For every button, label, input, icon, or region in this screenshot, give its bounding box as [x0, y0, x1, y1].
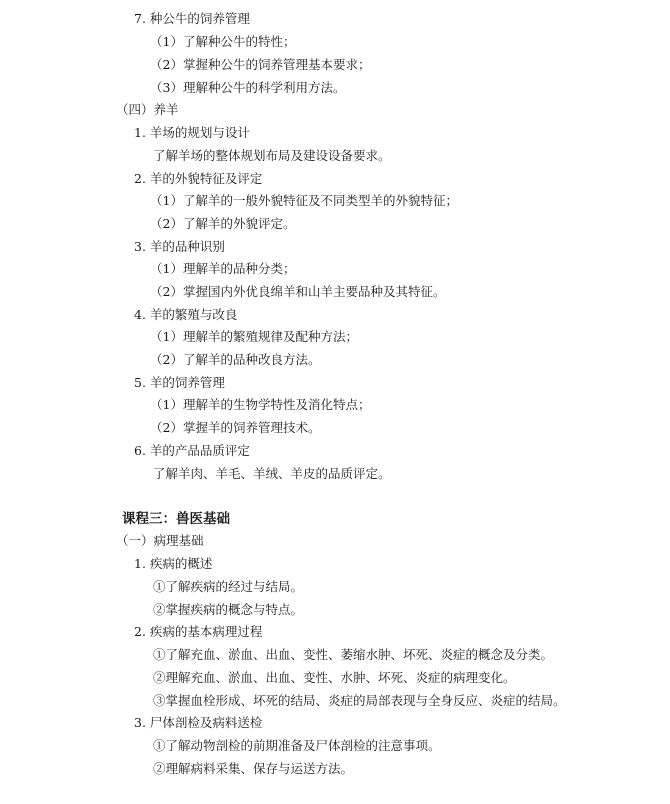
section-heading: 5. 羊的饲养管理 [134, 375, 225, 390]
section-heading: 4. 羊的繁殖与改良 [134, 307, 238, 322]
section-heading: 1. 疾病的概述 [134, 556, 213, 571]
list-item: （2）掌握国内外优良绵羊和山羊主要品种及其特征。 [150, 284, 446, 299]
list-item: ①了解疾病的经过与结局。 [153, 579, 304, 594]
list-item: （3）理解种公牛的科学利用方法。 [150, 80, 346, 95]
list-item: （2）掌握种公牛的饲养管理基本要求； [150, 57, 371, 72]
list-item: （1）理解羊的生物学特性及消化特点； [150, 397, 371, 412]
paragraph: 了解羊场的整体规划布局及建设设备要求。 [153, 148, 391, 163]
part-heading: （一）病理基础 [116, 533, 204, 548]
list-item: （2）掌握羊的饲养管理技术。 [150, 420, 321, 435]
section-heading: 2. 疾病的基本病理过程 [134, 624, 263, 639]
part-heading: （四）养羊 [116, 102, 179, 117]
section-heading: 6. 羊的产品品质评定 [134, 443, 250, 458]
list-item: （2）了解羊的外貌评定。 [150, 216, 296, 231]
list-item: ②理解病料采集、保存与运送方法。 [153, 761, 354, 776]
list-item: ①了解动物剖检的前期准备及尸体剖检的注意事项。 [153, 738, 441, 753]
section-heading: 2. 羊的外貌特征及评定 [134, 171, 263, 186]
section-heading: 3. 尸体剖检及病料送检 [134, 715, 263, 730]
list-item: ②理解充血、淤血、出血、变性、水肿、坏死、炎症的病理变化。 [153, 670, 516, 685]
list-item: （2）了解羊的品种改良方法。 [150, 352, 321, 367]
list-item: ①了解充血、淤血、出血、变性、萎缩水肿、坏死、炎症的概念及分类。 [153, 647, 554, 662]
list-item: （1）了解羊的一般外貌特征及不同类型羊的外貌特征； [150, 193, 458, 208]
list-item: ②掌握疾病的概念与特点。 [153, 602, 304, 617]
list-item: ③掌握血栓形成、坏死的结局、炎症的局部表现与全身反应、炎症的结局。 [153, 693, 566, 708]
section-heading: 1. 羊场的规划与设计 [134, 125, 250, 140]
section-heading: 7. 种公牛的饲养管理 [134, 11, 250, 26]
section-heading: 3. 羊的品种识别 [134, 239, 225, 254]
list-item: （1）了解种公牛的特性； [150, 34, 296, 49]
list-item: （1）理解羊的品种分类； [150, 261, 296, 276]
course-heading: 课程三：兽医基础 [122, 511, 230, 527]
list-item: （1）理解羊的繁殖规律及配种方法； [150, 329, 358, 344]
paragraph: 了解羊肉、羊毛、羊绒、羊皮的品质评定。 [153, 466, 391, 481]
